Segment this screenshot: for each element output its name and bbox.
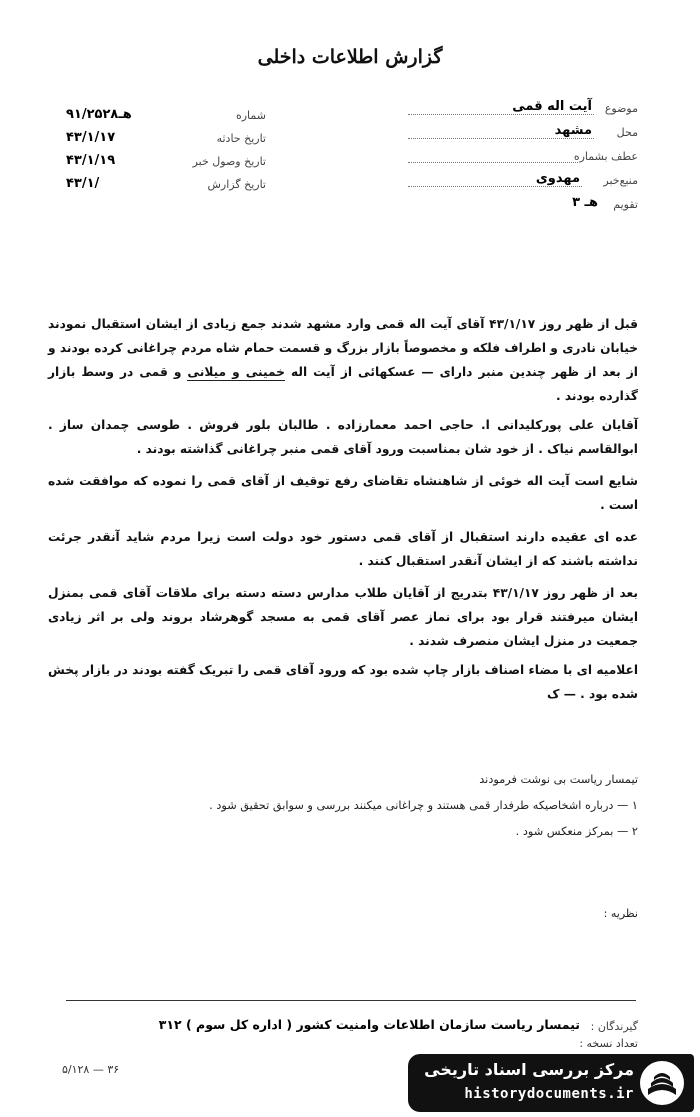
- recipients-row: [68, 1017, 638, 1041]
- subject-line: [408, 114, 594, 115]
- source-value: مهدوی: [535, 171, 580, 186]
- number-row: [66, 106, 266, 129]
- report-date-label: تاریخ گزارش: [207, 178, 266, 191]
- incident-date-value: ۴۳/۱/۱۷: [66, 130, 116, 145]
- source-row: [368, 168, 638, 192]
- notes-item-1: ۱ — درباره اشخاصیکه طرفدار قمی هستند و چراغانی میکنند بررسی و سوابق تحقیق شود .: [209, 799, 638, 812]
- number-label: شماره: [235, 109, 266, 122]
- copies-label: تعداد نسخه :: [579, 1037, 638, 1050]
- underlined-names: خمینی و میلانی: [187, 365, 285, 379]
- location-label: محل: [616, 126, 638, 139]
- recipients-label: گیرندگان :: [590, 1020, 638, 1033]
- header-right-fields: [368, 96, 638, 216]
- paragraph-opinion: عده ای عقیده دارند استقبال از آقای قمی دستور خود دولت است زیرا مردم شاید آنقدر جرئت نداشته باشند که از ایشان آنقدر استقبال کنند .: [48, 530, 638, 568]
- notes-intro: تیمسار ریاست بی نوشت فرمودند: [479, 773, 638, 786]
- header-left-fields: [66, 106, 266, 198]
- opinion-label: نظریه :: [603, 907, 638, 920]
- watermark-title: مرکز بررسی اسناد تاریخی: [424, 1060, 634, 1079]
- calendar-value: هـ ۳: [572, 195, 598, 210]
- report-title: گزارش اطلاعات داخلی: [257, 46, 443, 68]
- book-logo-icon: [638, 1059, 686, 1107]
- report-date-row: [66, 175, 266, 198]
- location-value: مشهد: [554, 123, 592, 138]
- p1-end: و قمی در وسط بازار گذارده بودند .: [48, 365, 638, 403]
- subject-row: [368, 96, 638, 120]
- source-line: [408, 186, 582, 187]
- watermark-url: historydocuments.ir: [464, 1086, 634, 1102]
- incident-date-row: [66, 129, 266, 152]
- subject-value: آیت اله قمی: [512, 99, 592, 114]
- reference-row: [368, 144, 638, 168]
- number-value: ۹۱/۲۵۲۸هـ: [66, 107, 132, 122]
- location-line: [408, 138, 594, 139]
- received-date-value: ۴۳/۱/۱۹: [66, 153, 116, 168]
- subject-label: موضوع: [604, 102, 638, 115]
- calendar-label: تقویم: [613, 198, 638, 211]
- report-date-value: ۴۳/۱/: [66, 176, 100, 191]
- received-date-row: [66, 152, 266, 175]
- paragraph-arrival: [48, 312, 638, 408]
- report-body: [48, 312, 638, 711]
- p1-start: قبل از ظهر روز ۴۳/۱/۱۷ آقای آیت اله قمی وارد مشهد شدند جمع زیادی از ایشان استقبال نمودند خیابان نادری و اطراف فلکه و مخصوصاً بازار بزرگ و قسمت حمام شاه مردم چراغانی کرده بودند و از بعد از ظهر چندین منبر دارای — عسکهائی از آیت اله: [48, 317, 638, 379]
- directive-notes: [48, 770, 638, 848]
- received-date-label: تاریخ وصول خبر: [192, 155, 266, 168]
- reference-line: [408, 162, 578, 163]
- recipients-value: تیمسار ریاست سازمان اطلاعات وامنیت کشور ( اداره کل سوم ) ۳۱۲: [158, 1017, 580, 1032]
- paragraph-students: بعد از ظهر روز ۴۳/۱/۱۷ بتدریج از آقایان طلاب مدارس دسته دسته برای ملاقات آقای قمی بمنزل ایشان میرفتند قرار بود برای نماز عصر آقای قمی به مسجد گوهرشاد بروند ولی بر اثر زیادی جمعیت در منزل ایشان منصرف شدند .: [48, 586, 638, 648]
- archive-watermark: [408, 1054, 694, 1112]
- paragraph-names: آقایان علی پورکلیدانی ا. حاجی احمد معمارزاده . طالبان بلور فروش . طوسی چمدان ساز . ابوالقاسم نیاک . از خود شان بمناسبت ورود آقای قمی منبر چراغانی گذاشته بودند .: [48, 418, 638, 456]
- incident-date-label: تاریخ حادثه: [216, 132, 266, 145]
- archive-reference: ۵/۱۲۸ — ۳۶: [62, 1063, 120, 1076]
- footer-divider: [66, 1000, 636, 1001]
- paragraph-announcement: اعلامیه ای با مضاء اصناف بازار چاپ شده بود که ورود آقای قمی را تبریک گفته بودند در بازار پخش شده بود . — ک: [48, 663, 638, 701]
- paragraph-rumor: شایع است آیت اله خوئی از شاهنشاه تقاضای رفع توقیف از آقای قمی را نموده که موافقت شده است .: [48, 474, 638, 512]
- location-row: [368, 120, 638, 144]
- notes-item-2: ۲ — بمرکز منعکس شود .: [515, 825, 638, 838]
- source-label: منبع‌خبر: [603, 174, 638, 187]
- reference-label: عطف بشماره: [573, 150, 638, 163]
- calendar-row: [368, 192, 638, 216]
